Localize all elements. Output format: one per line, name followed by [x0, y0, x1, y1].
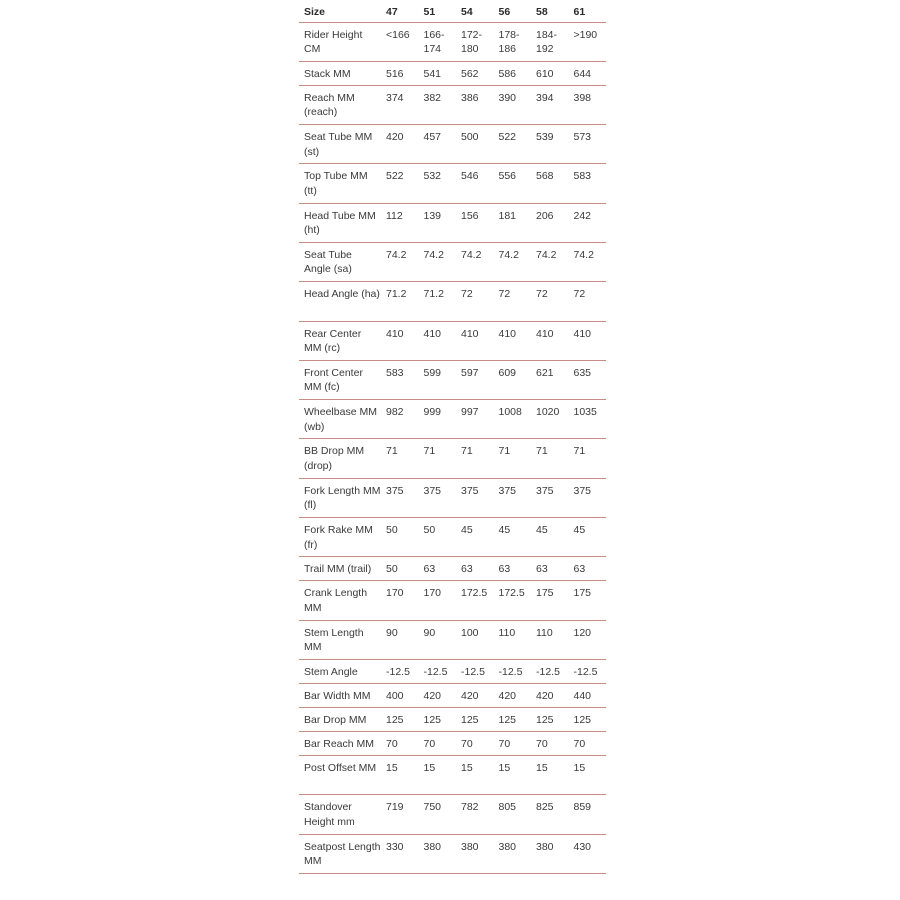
row-label: Fork Rake MM (fr) [299, 518, 381, 557]
table-row [299, 707, 606, 731]
table-cell: 71 [494, 439, 532, 478]
table-cell: -12.5 [381, 659, 419, 683]
table-cell: 172.5 [456, 581, 494, 620]
table-cell: 71 [381, 439, 419, 478]
table-row [299, 125, 606, 164]
table-cell: 172-180 [456, 22, 494, 61]
table-cell: 400 [381, 683, 419, 707]
header-row [299, 0, 606, 22]
table-cell: 71 [531, 439, 569, 478]
header-size-58: 58 [531, 0, 569, 22]
table-cell: 50 [381, 557, 419, 581]
table-row [299, 557, 606, 581]
table-cell: 532 [419, 164, 457, 203]
table-cell: 71 [569, 439, 607, 478]
table-row [299, 659, 606, 683]
table-cell: 597 [456, 360, 494, 399]
header-size-56: 56 [494, 0, 532, 22]
table-row [299, 731, 606, 755]
table-cell: 375 [494, 478, 532, 517]
table-cell: 70 [494, 731, 532, 755]
table-cell: 375 [531, 478, 569, 517]
table-cell: 583 [569, 164, 607, 203]
table-cell: 805 [494, 795, 532, 834]
table-row [299, 242, 606, 281]
table-cell: 74.2 [456, 242, 494, 281]
row-label: Head Angle (ha) [299, 282, 381, 321]
table-cell: 15 [531, 755, 569, 794]
table-cell: 74.2 [569, 242, 607, 281]
row-label: Head Tube MM (ht) [299, 203, 381, 242]
table-cell: 166-174 [419, 22, 457, 61]
table-cell: 90 [419, 620, 457, 659]
row-label: Trail MM (trail) [299, 557, 381, 581]
table-cell: 610 [531, 61, 569, 85]
table-cell: 782 [456, 795, 494, 834]
row-label: Crank Length MM [299, 581, 381, 620]
table-cell: 562 [456, 61, 494, 85]
table-cell: 125 [494, 707, 532, 731]
table-cell: 330 [381, 834, 419, 873]
table-cell: 170 [381, 581, 419, 620]
table-row [299, 834, 606, 873]
header-size: Size [299, 0, 381, 22]
row-label: Bar Drop MM [299, 707, 381, 731]
table-cell: 63 [456, 557, 494, 581]
table-cell: 586 [494, 61, 532, 85]
table-row [299, 85, 606, 124]
row-label: Bar Reach MM [299, 731, 381, 755]
table-cell: 90 [381, 620, 419, 659]
table-cell: 386 [456, 85, 494, 124]
table-cell: 112 [381, 203, 419, 242]
table-cell: 556 [494, 164, 532, 203]
table-row [299, 360, 606, 399]
table-cell: 100 [456, 620, 494, 659]
table-cell: 45 [531, 518, 569, 557]
table-cell: 72 [531, 282, 569, 321]
table-cell: 45 [494, 518, 532, 557]
table-cell: 125 [456, 707, 494, 731]
table-cell: -12.5 [456, 659, 494, 683]
table-cell: 15 [419, 755, 457, 794]
row-label: Stem Length MM [299, 620, 381, 659]
table-cell: 63 [494, 557, 532, 581]
table-cell: 380 [419, 834, 457, 873]
table-row [299, 203, 606, 242]
geometry-table [299, 0, 606, 874]
table-cell: 74.2 [494, 242, 532, 281]
table-cell: 125 [419, 707, 457, 731]
table-row [299, 795, 606, 834]
header-size-47: 47 [381, 0, 419, 22]
row-label: Top Tube MM (tt) [299, 164, 381, 203]
table-cell: 71.2 [419, 282, 457, 321]
table-cell: 380 [494, 834, 532, 873]
table-cell: 15 [494, 755, 532, 794]
table-cell: 110 [531, 620, 569, 659]
table-cell: 156 [456, 203, 494, 242]
table-cell: 15 [569, 755, 607, 794]
table-row [299, 518, 606, 557]
table-cell: 74.2 [381, 242, 419, 281]
row-label: Seat Tube MM (st) [299, 125, 381, 164]
table-row [299, 581, 606, 620]
table-cell: 410 [456, 321, 494, 360]
table-cell: 1008 [494, 400, 532, 439]
table-row [299, 478, 606, 517]
table-cell: 410 [381, 321, 419, 360]
table-cell: 125 [569, 707, 607, 731]
table-cell: 175 [531, 581, 569, 620]
table-cell: 380 [456, 834, 494, 873]
row-label: BB Drop MM (drop) [299, 439, 381, 478]
table-cell: 15 [381, 755, 419, 794]
table-cell: 997 [456, 400, 494, 439]
table-cell: 375 [569, 478, 607, 517]
table-header [299, 0, 606, 22]
table-cell: 15 [456, 755, 494, 794]
header-size-51: 51 [419, 0, 457, 22]
table-cell: -12.5 [569, 659, 607, 683]
row-label: Stem Angle [299, 659, 381, 683]
table-cell: 1035 [569, 400, 607, 439]
table-cell: 719 [381, 795, 419, 834]
row-label: Standover Height mm [299, 795, 381, 834]
table-cell: 63 [569, 557, 607, 581]
row-label: Stack MM [299, 61, 381, 85]
table-cell: 120 [569, 620, 607, 659]
table-cell: 522 [494, 125, 532, 164]
table-cell: 380 [531, 834, 569, 873]
table-cell: 522 [381, 164, 419, 203]
table-cell: 573 [569, 125, 607, 164]
row-label: Seat Tube Angle (sa) [299, 242, 381, 281]
table-cell: 410 [419, 321, 457, 360]
table-cell: 242 [569, 203, 607, 242]
table-cell: 1020 [531, 400, 569, 439]
table-cell: 982 [381, 400, 419, 439]
table-cell: 420 [456, 683, 494, 707]
table-cell: 420 [381, 125, 419, 164]
table-row [299, 61, 606, 85]
table-row [299, 164, 606, 203]
table-cell: 184-192 [531, 22, 569, 61]
table-cell: 63 [419, 557, 457, 581]
table-row [299, 620, 606, 659]
table-cell: >190 [569, 22, 607, 61]
table-cell: -12.5 [419, 659, 457, 683]
table-cell: 45 [456, 518, 494, 557]
table-cell: 420 [531, 683, 569, 707]
table-cell: 644 [569, 61, 607, 85]
table-cell: 74.2 [419, 242, 457, 281]
table-row [299, 683, 606, 707]
row-label: Wheelbase MM (wb) [299, 400, 381, 439]
table-cell: 206 [531, 203, 569, 242]
row-label: Fork Length MM (fl) [299, 478, 381, 517]
table-cell: 72 [569, 282, 607, 321]
table-cell: 72 [456, 282, 494, 321]
table-cell: 375 [456, 478, 494, 517]
table-cell: 50 [381, 518, 419, 557]
table-row [299, 439, 606, 478]
table-cell: 825 [531, 795, 569, 834]
table-cell: 457 [419, 125, 457, 164]
table-cell: 50 [419, 518, 457, 557]
table-cell: 175 [569, 581, 607, 620]
table-cell: 516 [381, 61, 419, 85]
table-cell: 999 [419, 400, 457, 439]
table-cell: 621 [531, 360, 569, 399]
table-cell: 170 [419, 581, 457, 620]
table-cell: 374 [381, 85, 419, 124]
table-row [299, 282, 606, 321]
row-label: Reach MM (reach) [299, 85, 381, 124]
table-cell: 420 [419, 683, 457, 707]
table-cell: 139 [419, 203, 457, 242]
table-cell: 63 [531, 557, 569, 581]
table-cell: 71.2 [381, 282, 419, 321]
table-cell: <166 [381, 22, 419, 61]
table-cell: 181 [494, 203, 532, 242]
row-label: Front Center MM (fc) [299, 360, 381, 399]
table-cell: 410 [531, 321, 569, 360]
table-cell: 440 [569, 683, 607, 707]
table-cell: 398 [569, 85, 607, 124]
table-cell: 72 [494, 282, 532, 321]
table-cell: 859 [569, 795, 607, 834]
table-cell: 410 [494, 321, 532, 360]
table-cell: 410 [569, 321, 607, 360]
table-cell: 375 [419, 478, 457, 517]
table-cell: 125 [531, 707, 569, 731]
table-cell: 70 [381, 731, 419, 755]
table-cell: 539 [531, 125, 569, 164]
table-row [299, 22, 606, 61]
table-cell: 70 [419, 731, 457, 755]
table-row [299, 321, 606, 360]
table-cell: 583 [381, 360, 419, 399]
row-label: Seatpost Length MM [299, 834, 381, 873]
table-cell: -12.5 [531, 659, 569, 683]
table-row [299, 755, 606, 794]
table-cell: 430 [569, 834, 607, 873]
table-cell: 45 [569, 518, 607, 557]
table-cell: 546 [456, 164, 494, 203]
table-cell: 70 [531, 731, 569, 755]
table-row [299, 400, 606, 439]
table-cell: 74.2 [531, 242, 569, 281]
table-cell: 70 [456, 731, 494, 755]
table-cell: 178-186 [494, 22, 532, 61]
table-cell: 110 [494, 620, 532, 659]
row-label: Rider Height CM [299, 22, 381, 61]
table-cell: 635 [569, 360, 607, 399]
table-cell: 599 [419, 360, 457, 399]
table-cell: 390 [494, 85, 532, 124]
table-cell: -12.5 [494, 659, 532, 683]
table-cell: 394 [531, 85, 569, 124]
table-body [299, 22, 606, 873]
table-cell: 71 [456, 439, 494, 478]
table-cell: 125 [381, 707, 419, 731]
header-size-61: 61 [569, 0, 607, 22]
table-cell: 71 [419, 439, 457, 478]
table-cell: 568 [531, 164, 569, 203]
table-cell: 420 [494, 683, 532, 707]
row-label: Rear Center MM (rc) [299, 321, 381, 360]
table-cell: 609 [494, 360, 532, 399]
table-cell: 500 [456, 125, 494, 164]
table-cell: 375 [381, 478, 419, 517]
table-cell: 172.5 [494, 581, 532, 620]
table-cell: 750 [419, 795, 457, 834]
header-size-54: 54 [456, 0, 494, 22]
row-label: Bar Width MM [299, 683, 381, 707]
table-cell: 382 [419, 85, 457, 124]
table-cell: 70 [569, 731, 607, 755]
row-label: Post Offset MM [299, 755, 381, 794]
table-cell: 541 [419, 61, 457, 85]
